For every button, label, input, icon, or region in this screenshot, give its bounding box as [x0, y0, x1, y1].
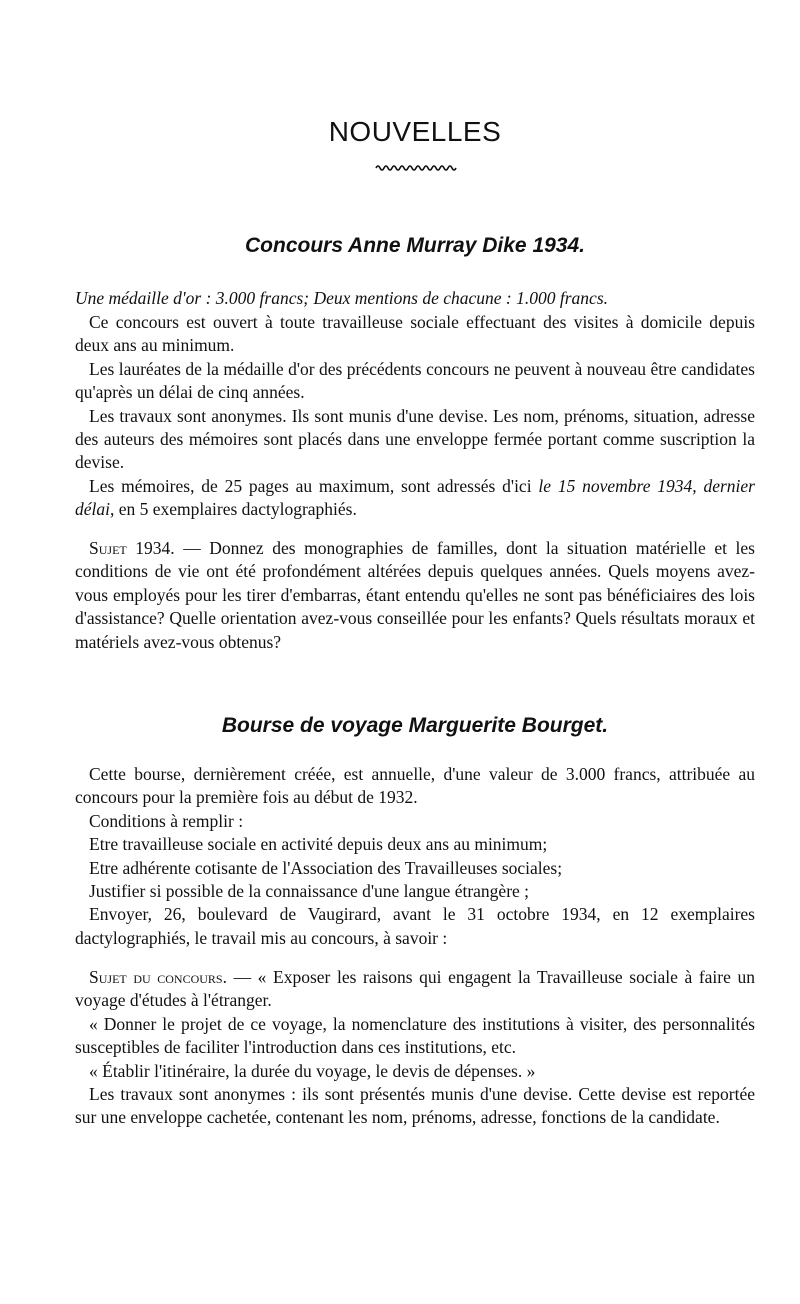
section1-sujet [75, 537, 755, 654]
section1-body [75, 311, 755, 522]
paragraph: Ce concours est ouvert à toute travailleuse sociale effectuant des visites à domicile depuis deux ans au minimum. [75, 312, 755, 356]
section2-body [75, 763, 755, 950]
paragraph: Envoyer, 26, boulevard de Vaugirard, avant le 31 octobre 1934, en 12 exemplaires dactylographiés, le travail mis au concours, à savoir : [75, 904, 755, 948]
paragraph: « Donner le projet de ce voyage, la nomenclature des institutions à visiter, des personnalités susceptibles de faciliter l'introduction dans ces institutions, etc. [75, 1013, 755, 1058]
paragraph: Conditions à remplir : [89, 810, 244, 831]
paragraph: Les travaux sont anonymes : ils sont présentés munis d'une devise. Cette devise est reportée sur une enveloppe cachetée, contenant les nom, prénoms, adresse, fonctions de la candidate. [75, 1084, 755, 1128]
page-title: NOUVELLES [328, 116, 502, 147]
paragraph: Les mémoires, de 25 pages au maximum, sont adressés d'ici le 15 novembre 1934, dernier délai, en 5 exemplaires dactylographiés. [75, 475, 755, 520]
sujet-paragraph: Sujet du concours. — « Exposer les raisons qui engagent la Travailleuse sociale à faire un voyage d'études à l'étranger. [75, 967, 755, 1011]
ornament-divider-icon [375, 163, 457, 173]
paragraph: Les travaux sont anonymes. Ils sont munis d'une devise. Les nom, prénoms, situation, adresse des auteurs des mémoires sont placés dans une enveloppe fermée portant comme suscription la devise. [75, 405, 755, 473]
section-title-concours: Concours Anne Murray Dike 1934. [245, 234, 585, 257]
paragraph: Justifier si possible de la connaissance d'une langue étrangère ; [89, 881, 530, 902]
section-title-bourse: Bourse de voyage Marguerite Bourget. [221, 714, 609, 737]
sujet-paragraph: Sujet 1934. — Donnez des monographies de familles, dont la situation matérielle et les conditions de vie ont été profondément altérées depuis quelques années. Quels moyens avez-vous employés pour les tirer d'embarras, étant entendu qu'elles ne sont pas bénéficiaires des lois d'assistance? Quelle orientation avez-vous conseillée pour les enfants? Quels résultats moraux et matériels avez-vous obtenus? [75, 538, 755, 652]
paragraph: Etre travailleuse sociale en activité depuis deux ans au minimum; [89, 834, 548, 855]
sujet-label: Sujet du concours. [89, 967, 227, 987]
prize-line: Une médaille d'or : 3.000 francs; Deux mentions de chacune : 1.000 francs. [75, 288, 609, 308]
paragraph: « Établir l'itinéraire, la durée du voyage, le devis de dépenses. » [89, 1060, 536, 1081]
paragraph: Cette bourse, dernièrement créée, est annuelle, d'une valeur de 3.000 francs, attribuée au concours pour la première fois au début de 1932. [75, 764, 755, 808]
paragraph: Etre adhérente cotisante de l'Association des Travailleuses sociales; [89, 857, 563, 878]
sujet-label: Sujet 1934. [89, 538, 175, 558]
section2-sujet [75, 966, 755, 1130]
paragraph: Les lauréates de la médaille d'or des précédents concours ne peuvent à nouveau être candidates qu'après un délai de cinq années. [75, 358, 755, 403]
